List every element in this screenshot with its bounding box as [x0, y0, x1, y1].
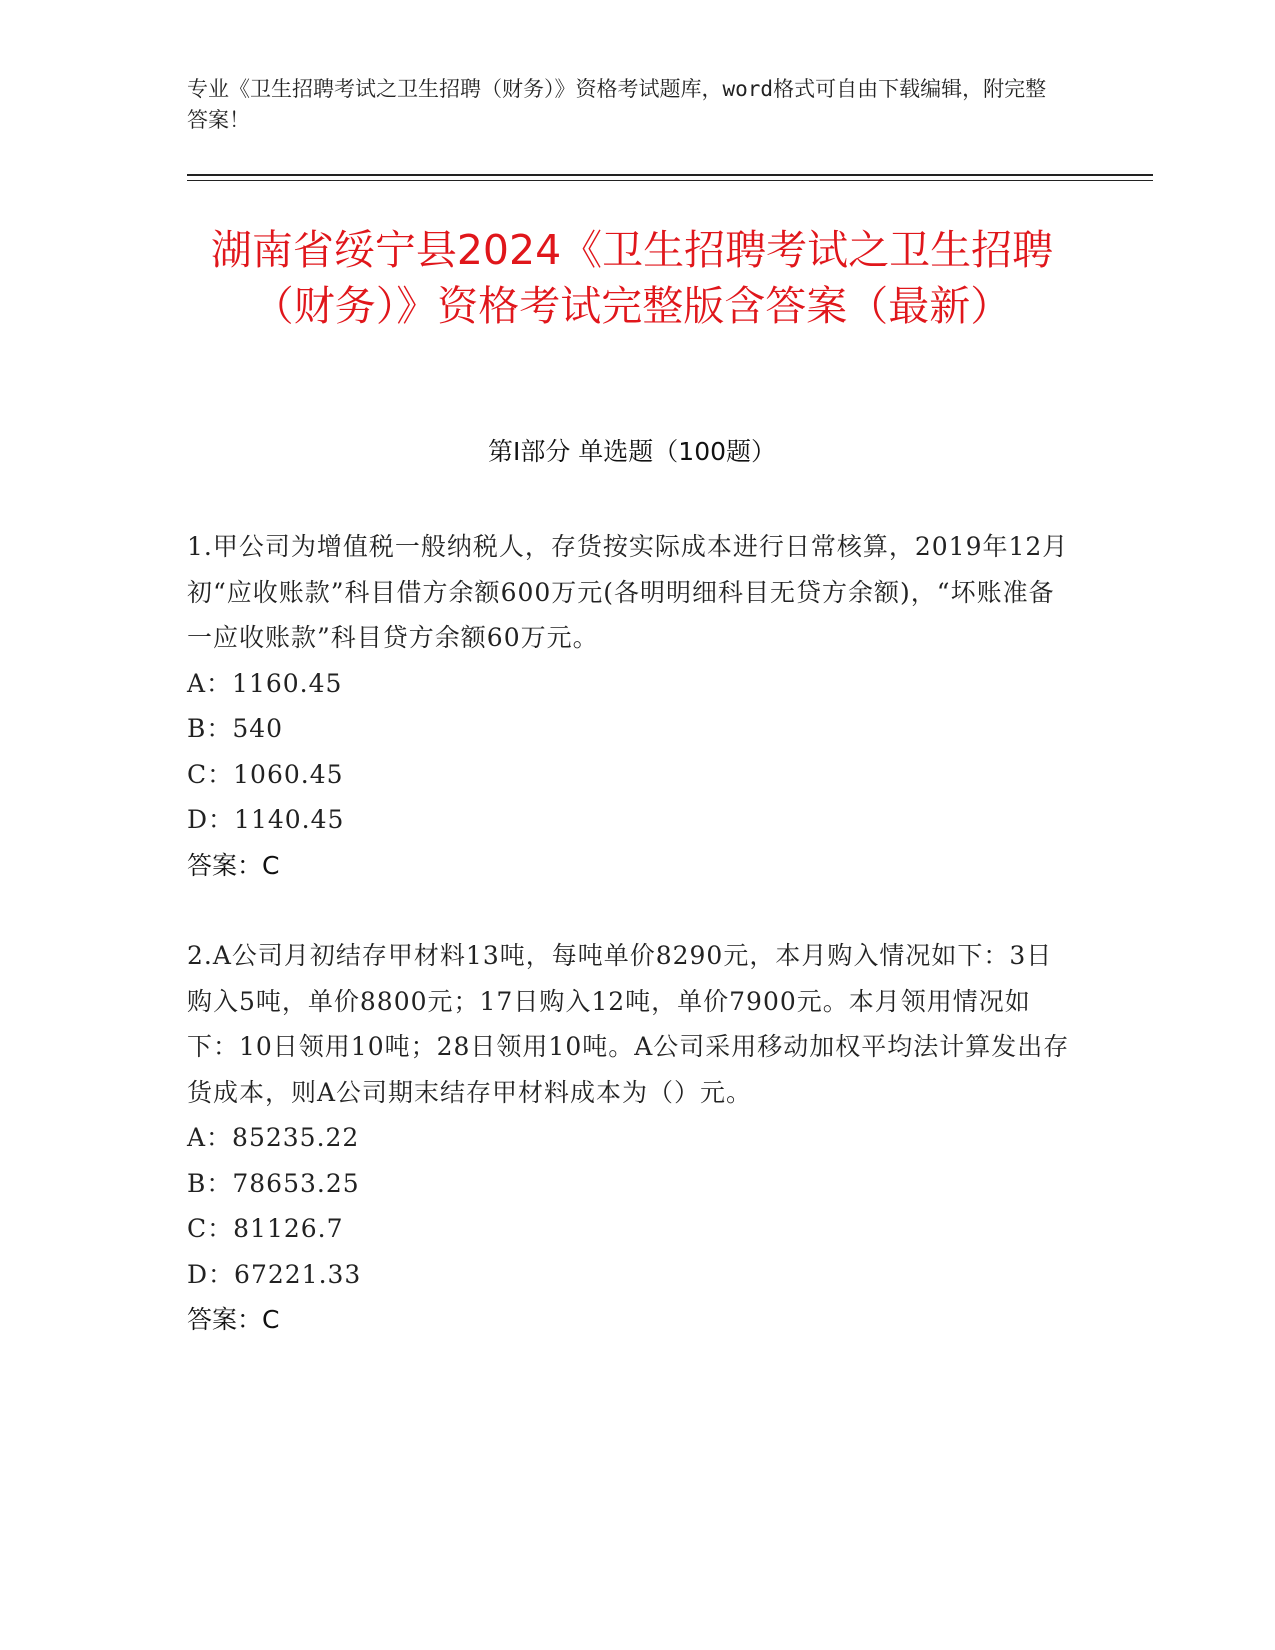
option-b: B：78653.25 [187, 1168, 360, 1198]
section-heading: 第I部分 单选题（100题） [487, 437, 777, 466]
header-note: 专业《卫生招聘考试之卫生招聘（财务）》资格考试题库，word格式可自由下载编辑，附完整答案！ [187, 77, 1047, 132]
option-c: C：1060.45 [187, 759, 344, 789]
option-d: D：67221.33 [187, 1259, 362, 1289]
document-title: 湖南省绥宁县2024《卫生招聘考试之卫生招聘（财务）》资格考试完整版含答案（最新） [210, 226, 1054, 330]
option-d: D：1140.45 [187, 805, 345, 834]
question-stem: 2.A公司月初结存甲材料13吨，每吨单价8290元，本月购入情况如下：3日购入5吨，单价8800元；17日购入12吨，单价7900元。本月领用情况如下：10日领用10吨；28日领用10吨。A公司采用移动加权平均法计算发出存货成本，则A公司期末结存甲材料成本为（）元。 [187, 941, 1070, 1107]
option-c: C：81126.7 [187, 1214, 344, 1243]
question-block [187, 933, 1077, 1343]
option-a: A：1160.45 [187, 668, 343, 698]
option-b: B：540 [187, 714, 284, 743]
option-a: A：85235.22 [187, 1123, 360, 1152]
question-stem: 1.甲公司为增值税一般纳税人，存货按实际成本进行日常核算，2019年12月初“应收账款”科目借方余额600万元(各明明细科目无贷方余额)，“坏账准备一应收账款”科目贷方余额60万元。 [187, 532, 1069, 652]
header-divider-thick [187, 174, 1153, 176]
answer-line: 答案：C [187, 1305, 280, 1334]
header-divider-thin [187, 180, 1153, 181]
answer-line: 答案：C [187, 850, 280, 880]
question-block [187, 524, 1077, 888]
